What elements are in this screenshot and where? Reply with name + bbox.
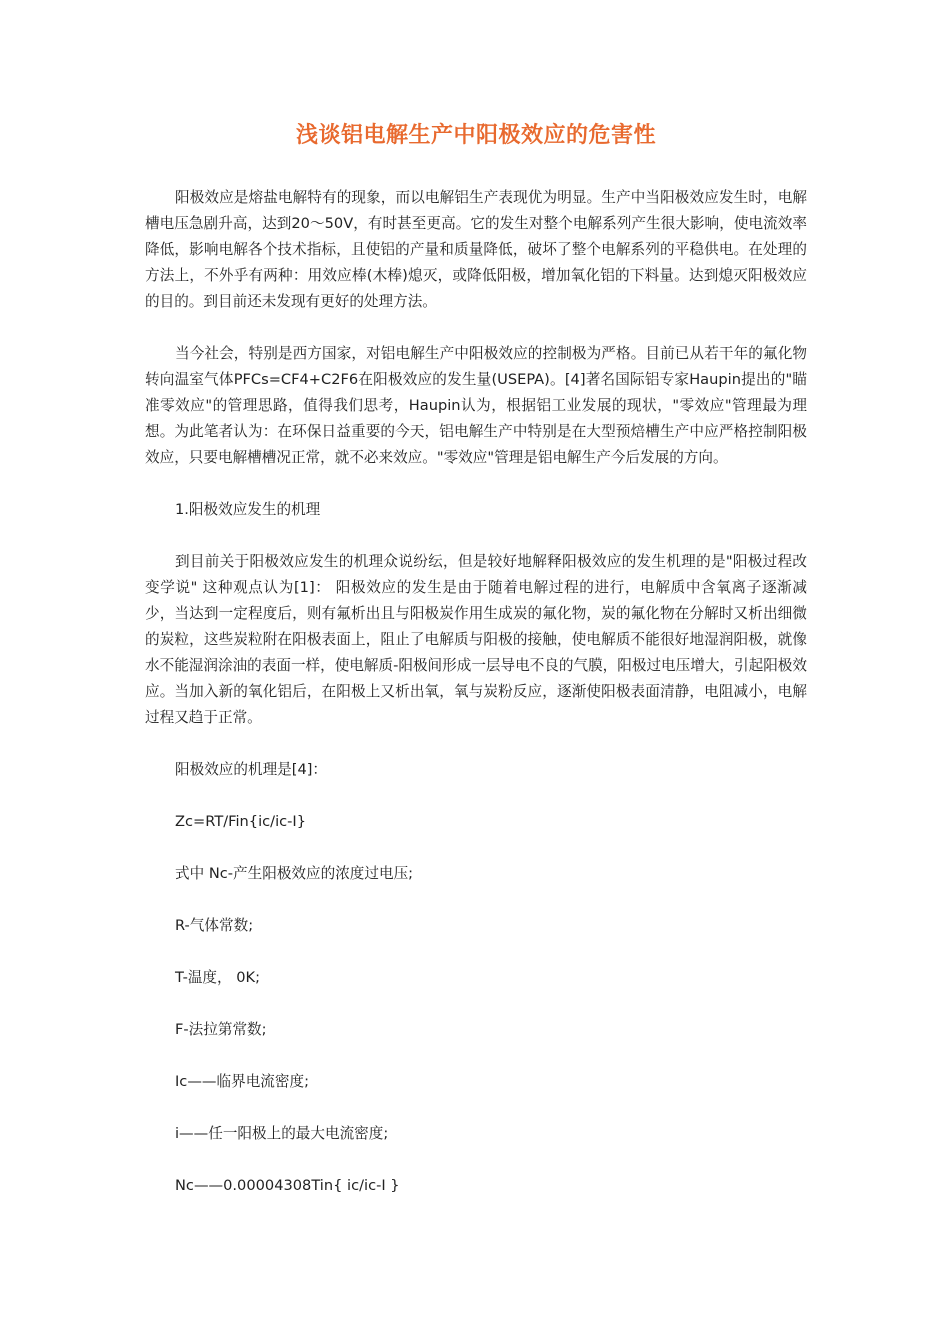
formula-term: 式中 Nc-产生阳极效应的浓度过电压;	[175, 865, 414, 882]
formula-term: Ic——临界电流密度;	[175, 1073, 309, 1090]
formula-term: T-温度， 0K;	[175, 969, 261, 986]
document-page	[145, 118, 807, 1225]
formula-term: R-气体常数;	[175, 917, 254, 934]
document-title: 浅谈铝电解生产中阳极效应的危害性	[295, 123, 656, 148]
formula-intro: 阳极效应的机理是[4]：	[175, 761, 328, 778]
paragraph-context: 当今社会，特别是西方国家，对铝电解生产中阳极效应的控制极为严格。目前已从若干年的氟化物转向温室气体PFCs=CF4+C2F6在阳极效应的发生量(USEPA)。[4]著名国际铝专家Haupin提出的"瞄准零效应"的管理思路，值得我们思考，Haupin认为，根据铝工业发展的现状，"零效应"管理最为理想。为此笔者认为：在环保日益重要的今天，铝电解生产中特别是在大型预焙槽生产中应严格控制阳极效应，只要电解槽槽况正常，就不必来效应。"零效应"管理是铝电解生产今后发展的方向。	[145, 345, 807, 466]
paragraph-intro: 阳极效应是熔盐电解特有的现象，而以电解铝生产表现优为明显。生产中当阳极效应发生时，电解槽电压急剧升高，达到20～50V，有时甚至更高。它的发生对整个电解系列产生很大影响，使电流效率降低，影响电解各个技术指标，且使铝的产量和质量降低，破坏了整个电解系列的平稳供电。在处理的方法上，不外乎有两种：用效应棒(木棒)熄灭，或降低阳极，增加氧化铝的下料量。达到熄灭阳极效应的目的。到目前还未发现有更好的处理方法。	[145, 189, 807, 310]
section-heading: 1.阳极效应发生的机理	[175, 501, 321, 518]
formula-term: i——任一阳极上的最大电流密度;	[175, 1125, 389, 1142]
paragraph-mechanism: 到目前关于阳极效应发生的机理众说纷纭，但是较好地解释阳极效应的发生机理的是"阳极过程改变学说" 这种观点认为[1]： 阳极效应的发生是由于随着电解过程的进行，电解质中含氧离子逐渐减少，当达到一定程度后，则有氟析出且与阳极炭作用生成炭的氟化物，炭的氟化物在分解时又析出细微的炭粒，这些炭粒附在阳极表面上，阻止了电解质与阳极的接触，使电解质不能很好地湿润阳极，就像水不能湿润涂油的表面一样，使电解质-阳极间形成一层导电不良的气膜，阳极过电压增大，引起阳极效应。当加入新的氧化铝后，在阳极上又析出氧，氧与炭粉反应，逐渐使阳极表面清静，电阻减小，电解过程又趋于正常。	[145, 553, 807, 726]
formula: Zc=RT/Fin{ic/ic-I}	[175, 813, 307, 830]
formula-term: Nc——0.00004308Tin{ ic/ic-I }	[175, 1177, 400, 1194]
formula-term: F-法拉第常数;	[175, 1021, 267, 1038]
